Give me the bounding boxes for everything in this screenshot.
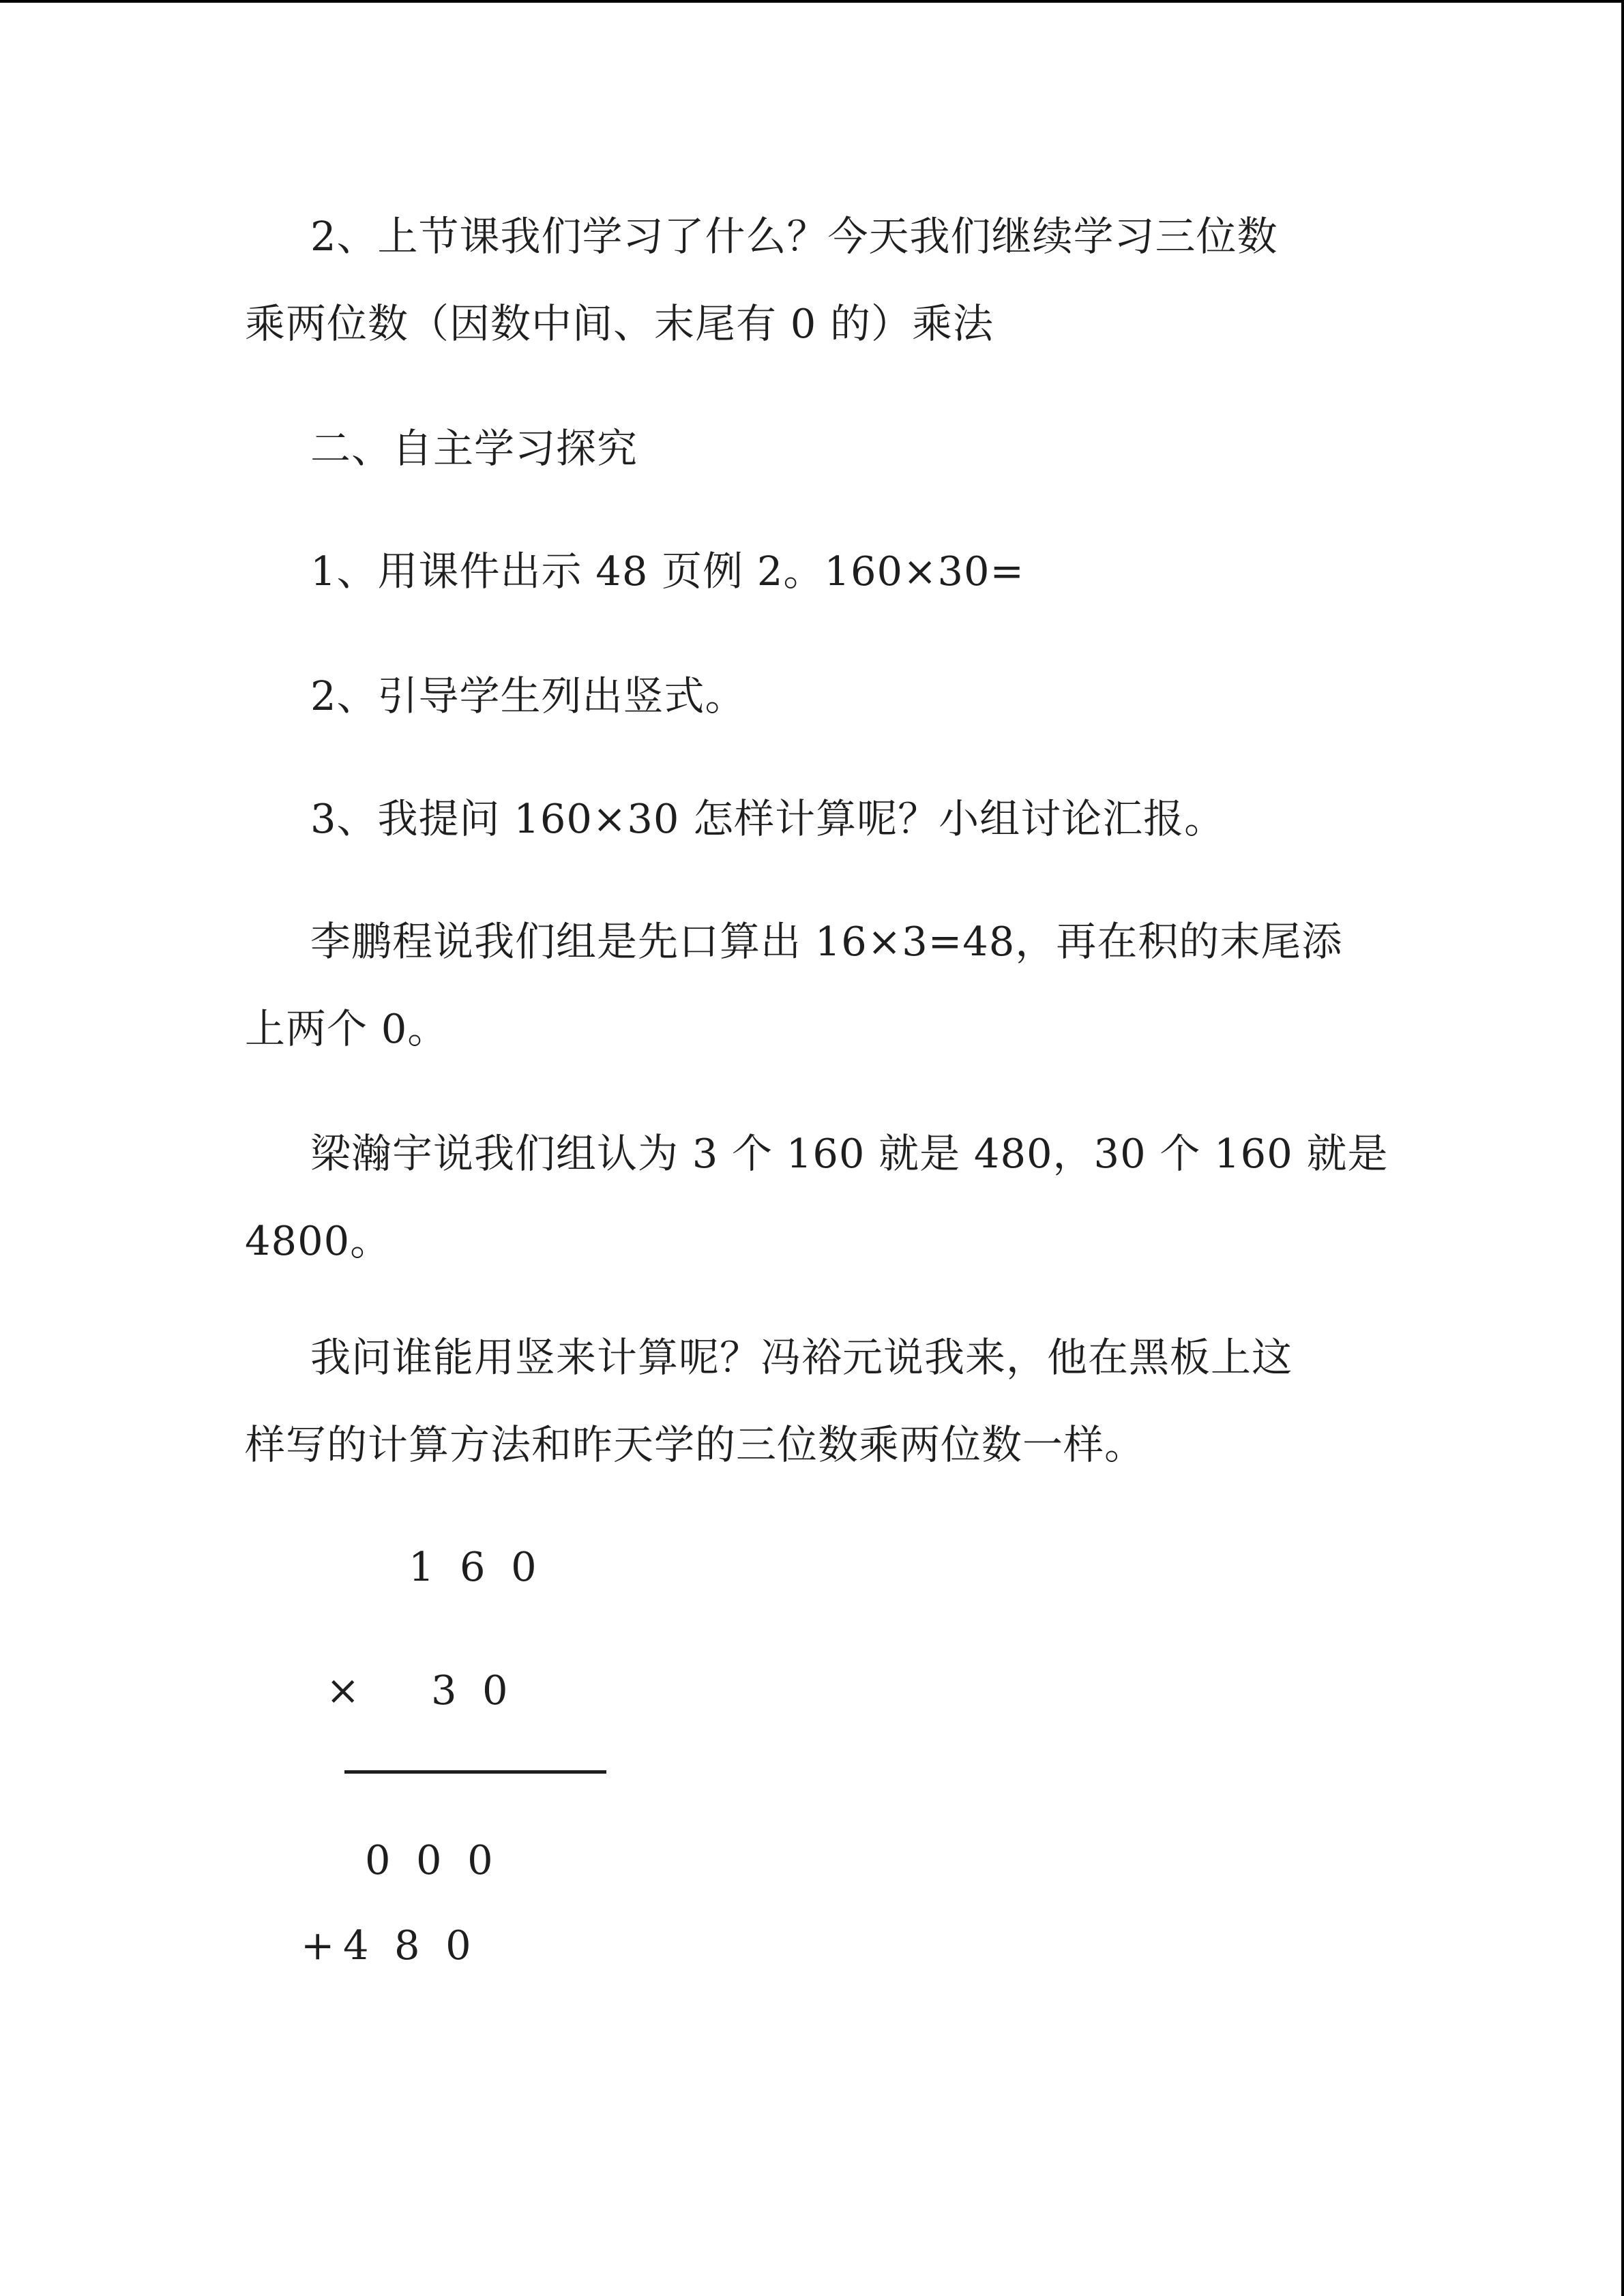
paragraph-line: 李鹏程说我们组是先口算出 16×3=48，再在积的末尾添 xyxy=(310,918,1343,965)
paragraph-line: 乘两位数（因数中间、末尾有 0 的）乘法 xyxy=(245,300,994,347)
calc-multiply-sign: × xyxy=(326,1667,360,1714)
calc-partial-product-2: 4 8 0 xyxy=(343,1922,471,1969)
paragraph-line: 1、用课件出示 48 页例 2。160×30= xyxy=(310,548,1024,595)
paragraph-line: 4800。 xyxy=(245,1217,392,1264)
calc-multiplier: 3 0 xyxy=(431,1667,508,1714)
paragraph-line: 2、上节课我们学习了什么？今天我们继续学习三位数 xyxy=(310,213,1278,260)
page-border-top xyxy=(0,0,1624,3)
paragraph-line: 3、我提问 160×30 怎样计算呢？小组讨论汇报。 xyxy=(310,795,1226,842)
paragraph-line: 样写的计算方法和昨天学的三位数乘两位数一样。 xyxy=(245,1421,1146,1468)
calc-rule xyxy=(344,1770,606,1774)
page-border-right xyxy=(1621,0,1624,2296)
calc-plus-sign: + xyxy=(301,1922,335,1969)
calc-multiplicand: 1 6 0 xyxy=(409,1543,537,1590)
calc-partial-product-1: 0 0 0 xyxy=(365,1836,493,1883)
section-heading: 二、自主学习探究 xyxy=(310,425,638,472)
paragraph-line: 上两个 0。 xyxy=(245,1005,449,1052)
paragraph-line: 我问谁能用竖来计算呢？冯裕元说我来，他在黑板上这 xyxy=(310,1334,1293,1381)
paragraph-line: 2、引导学生列出竖式。 xyxy=(310,672,746,719)
paragraph-line: 梁瀚宇说我们组认为 3 个 160 就是 480，30 个 160 就是 xyxy=(310,1130,1389,1177)
